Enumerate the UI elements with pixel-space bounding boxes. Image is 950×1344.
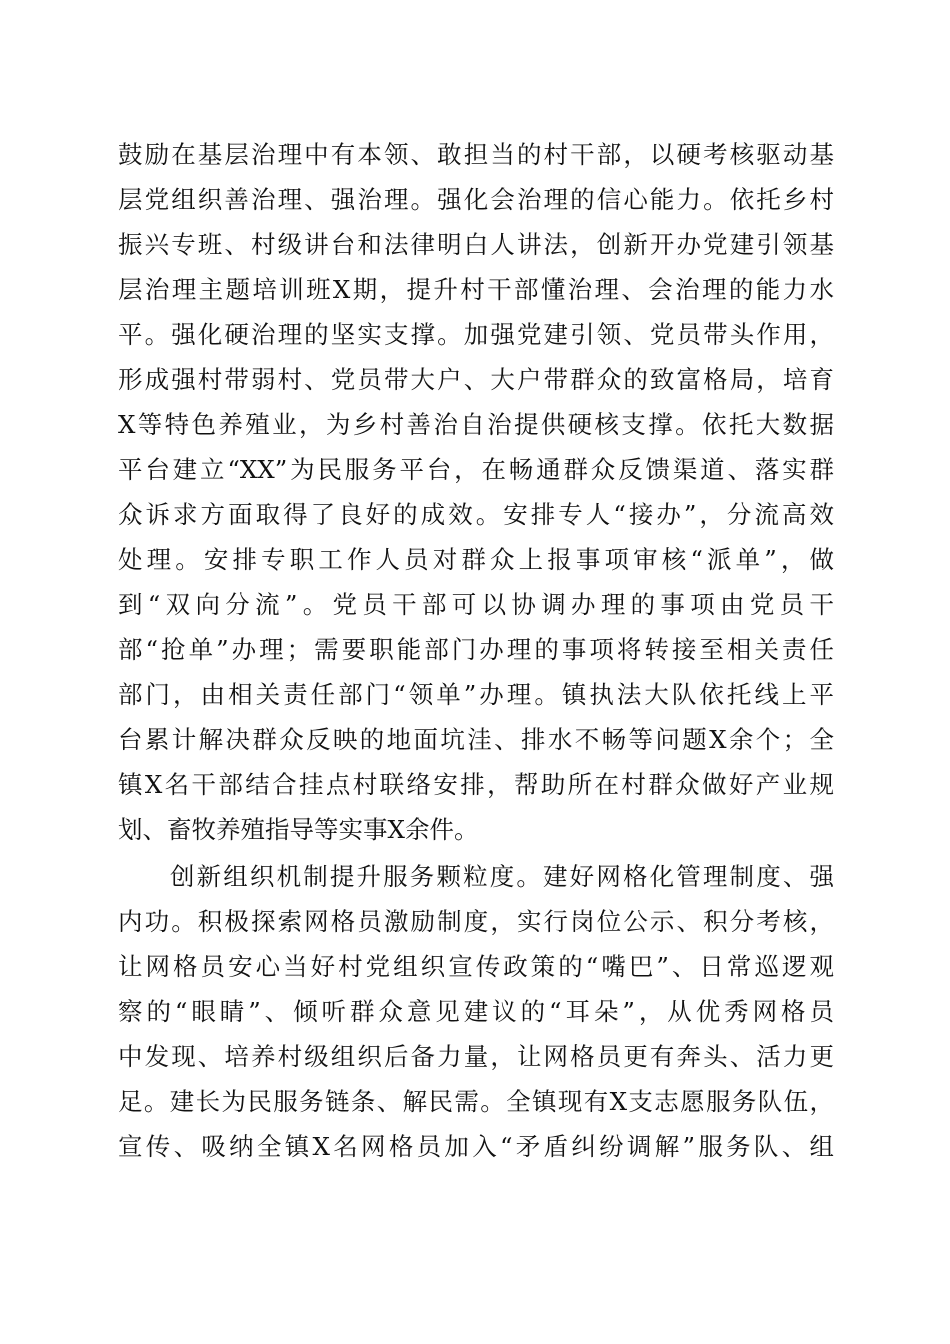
paragraph-2-line-1: 创新组织机制提升服务颗粒度。建好网格化管理制度、强 [170, 862, 834, 891]
paragraph-1-line-1: 鼓励在基层治理中有本领、敢担当的村干部，以硬考核驱动基 [118, 140, 834, 169]
paragraph-2-line-4: 察的“眼睛”、倾听群众意见建议的“耳朵”，从优秀网格员 [118, 997, 834, 1026]
paragraph-2-line-6: 足。建长为民服务链条、解民需。全镇现有X支志愿服务队伍， [118, 1087, 834, 1116]
paragraph-1-line-16: 划、畜牧养殖指导等实事X余件。 [118, 815, 479, 844]
paragraph-1-line-9: 众诉求方面取得了良好的成效。安排专人“接办”，分流高效 [118, 500, 834, 529]
paragraph-1-line-5: 平。强化硬治理的坚实支撑。加强党建引领、党员带头作用， [118, 320, 834, 349]
paragraph-1-line-11: 到“双向分流”。党员干部可以协调办理的事项由党员干 [118, 590, 834, 619]
paragraph-1-line-4: 层治理主题培训班X期，提升村干部懂治理、会治理的能力水 [118, 275, 834, 304]
paragraph-1-line-2: 层党组织善治理、强治理。强化会治理的信心能力。依托乡村 [118, 185, 834, 214]
paragraph-1-line-15: 镇X名干部结合挂点村联络安排，帮助所在村群众做好产业规 [118, 770, 834, 799]
paragraph-2-line-2: 内功。积极探索网格员激励制度，实行岗位公示、积分考核， [118, 907, 834, 936]
paragraph-1-line-6: 形成强村带弱村、党员带大户、大户带群众的致富格局，培育 [118, 365, 834, 394]
paragraph-1-line-14: 台累计解决群众反映的地面坑洼、排水不畅等问题X余个；全 [118, 725, 834, 754]
paragraph-2-line-7: 宣传、吸纳全镇X名网格员加入“矛盾纠纷调解”服务队、组 [118, 1132, 834, 1161]
paragraph-1-line-10: 处理。安排专职工作人员对群众上报事项审核“派单”，做 [118, 545, 834, 574]
paragraph-2-line-5: 中发现、培养村级组织后备力量，让网格员更有奔头、活力更 [118, 1042, 834, 1071]
paragraph-2-line-3: 让网格员安心当好村党组织宣传政策的“嘴巴”、日常巡逻观 [118, 952, 834, 981]
paragraph-1-line-13: 部门，由相关责任部门“领单”办理。镇执法大队依托线上平 [118, 680, 834, 709]
paragraph-1-line-8: 平台建立“XX”为民服务平台，在畅通群众反馈渠道、落实群 [118, 455, 834, 484]
paragraph-1-line-7: X等特色养殖业，为乡村善治自治提供硬核支撑。依托大数据 [118, 410, 834, 439]
paragraph-1-line-12: 部“抢单”办理；需要职能部门办理的事项将转接至相关责任 [118, 635, 834, 664]
paragraph-1-line-3: 振兴专班、村级讲台和法律明白人讲法，创新开办党建引领基 [118, 230, 834, 259]
